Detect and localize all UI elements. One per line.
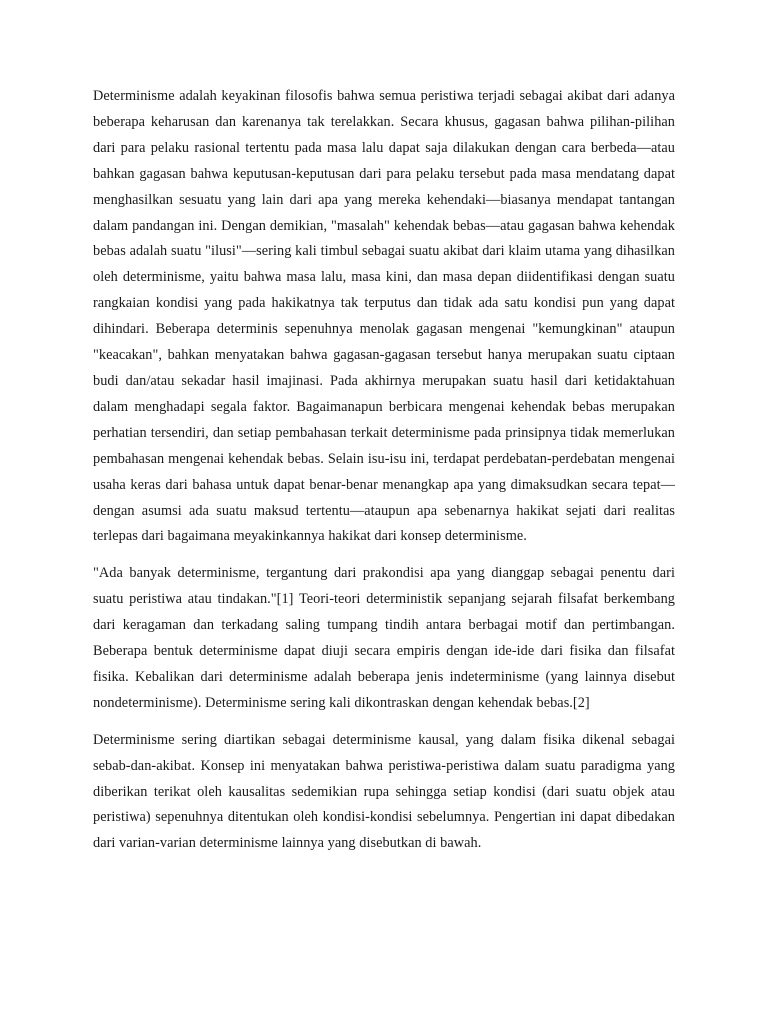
paragraph-many-determinisms: "Ada banyak determinisme, tergantung dari prakondisi apa yang dianggap sebagai penentu dari suatu peristiwa atau tindakan."[1] Teori-teori deterministik sepanjang sejarah filsafat berkembang dari keragaman dan terkadang saling tumpang tindih antara berbagai motif dan pertimbangan. Beberapa bentuk determinisme dapat diuji secara empiris dengan ide-ide dari fisika dan filsafat fisika. Kebalikan dari determinisme adalah beberapa jenis indeterminisme (yang lainnya disebut nondeterminisme). Determinisme sering kali dikontraskan dengan kehendak bebas.[2]	[93, 565, 675, 711]
document-body	[93, 84, 675, 868]
paragraph-causal-determinism: Determinisme sering diartikan sebagai determinisme kausal, yang dalam fisika dikenal sebagai sebab-dan-akibat. Konsep ini menyatakan bahwa peristiwa-peristiwa dalam suatu paradigma yang diberikan terikat oleh kausalitas sedemikian rupa sehingga setiap kondisi (dari suatu objek atau peristiwa) sepenuhnya ditentukan oleh kondisi-kondisi sebelumnya. Pengertian ini dapat dibedakan dari varian-varian determinisme lainnya yang disebutkan di bawah.	[93, 731, 675, 852]
paragraph-determinism-definition: Determinisme adalah keyakinan filosofis bahwa semua peristiwa terjadi sebagai akibat dari adanya beberapa keharusan dan karenanya tak terelakkan. Secara khusus, gagasan bahwa pilihan-pilihan dari para pelaku rasional tertentu pada masa lalu dapat saja dilakukan dengan cara berbeda—atau bahkan gagasan bahwa keputusan-keputusan dari para pelaku tersebut pada masa mendatang dapat menghasilkan sesuatu yang lain dari apa yang mereka kehendaki—biasanya mendapat tantangan dalam pandangan ini. Dengan demikian, "masalah" kehendak bebas—atau gagasan bahwa kehendak bebas adalah suatu "ilusi"—sering kali timbul sebagai suatu akibat dari klaim utama yang dihasilkan oleh determinisme, yaitu bahwa masa lalu, masa kini, dan masa depan diidentifikasi dengan suatu rangkaian kondisi yang pada hakikatnya tak terputus dan tidak ada satu kondisi pun yang dapat dihindari. Beberapa determinis sepenuhnya menolak gagasan mengenai "kemungkinan" ataupun "keacakan", bahkan menyatakan bahwa gagasan-gagasan tersebut hanya merupakan suatu ciptaan budi dan/atau sekadar hasil imajinasi. Pada akhirnya merupakan suatu hasil dari ketidaktahuan dalam menghadapi segala faktor. Bagaimanapun berbicara mengenai kehendak bebas merupakan perhatian tersendiri, dan setiap pembahasan terkait determinisme pada prinsipnya tidak memerlukan pembahasan mengenai kehendak bebas. Selain isu-isu ini, terdapat perdebatan-perdebatan mengenai usaha keras dari bahasa untuk dapat benar-benar menangkap apa yang dimaksudkan secara tepat—dengan asumsi ada suatu maksud tertentu—ataupun apa sebenarnya hakikat sejati dari realitas terlepas dari bagaimana meyakinkannya hakikat dari konsep determinisme.	[93, 88, 675, 545]
